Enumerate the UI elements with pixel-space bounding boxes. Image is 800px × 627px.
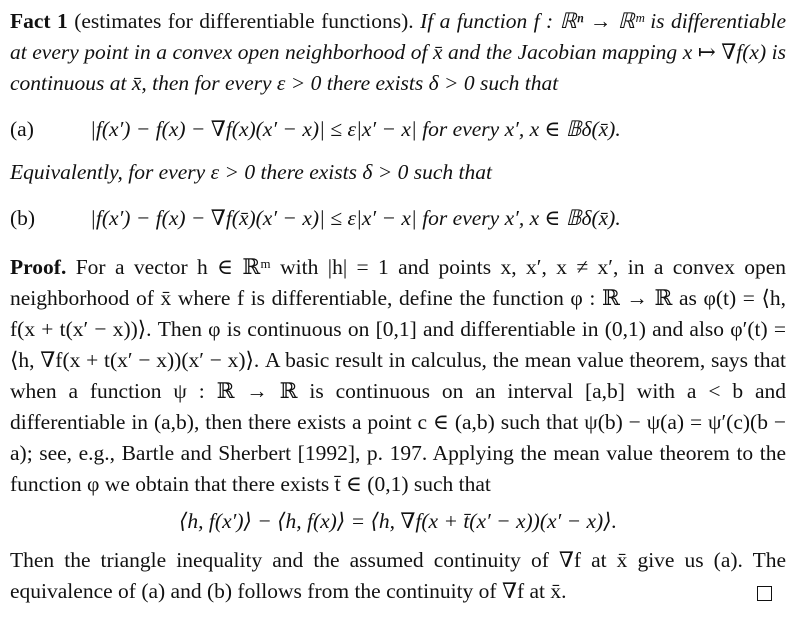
equation-b xyxy=(10,198,786,242)
proof-closing xyxy=(10,545,786,607)
equation-b-tag: (b) xyxy=(10,206,36,230)
proof-closing-text: Then the triangle inequality and the assumed continuity of ∇f at x̄ give us (a). The equivalence of (a) and (b) follows from the continuity of ∇f at x̄. xyxy=(10,548,786,603)
equivalently-text: Equivalently, for every ε > 0 there exists δ > 0 such that xyxy=(10,160,492,184)
display-equation: ⟨h, f(x′)⟩ − ⟨h, f(x)⟩ = ⟨h, ∇f(x + t̄(x′ − x))(x′ − x)⟩. xyxy=(179,509,617,533)
equation-a xyxy=(10,109,786,153)
proof-text: For a vector h ∈ ℝᵐ with |h| = 1 and points x, x′, x ≠ x′, in a convex open neighborhood of x̄ where f is differentiable, define the function φ : ℝ → ℝ as φ(t) = ⟨h, f(x + t(x′ − x))⟩. Then φ is continuous on [0,1] and differentiable in (0,1) and also φ′(t) = ⟨h, ∇f(x + t(x′ − x))(x′ − x)⟩. A basic result in calculus, the mean value theorem, says that when a function ψ : ℝ → ℝ is continuous on an interval [a,b] with a < b and differentiable in (a,b), then there exists a point c ∈ (a,b) such that ψ(b) − ψ(a) = ψ′(c)(b − a); see, e.g., Bartle and Sherbert [1992], p. 197. Applying the mean value theorem to the function φ we obtain that there exists t̄ ∈ (0,1) such that xyxy=(10,255,787,496)
proof-block xyxy=(10,252,786,607)
fact-label: Fact 1 xyxy=(10,9,68,33)
fact-qualifier: (estimates for differentiable functions). xyxy=(74,9,414,33)
equation-a-formula: |f(x′) − f(x) − ∇f(x)(x′ − x)| ≤ ε|x′ − x| for every x′, x ∈ 𝔹δ(x̄). xyxy=(90,117,621,141)
fact-text: If a function f : ℝⁿ → ℝᵐ is differentiable at every point in a convex open neighborhood of x̄ and the Jacobian mapping x ↦ ∇f(x) is continuous at x̄, then for every ε > 0 there exists δ > 0 such that xyxy=(10,9,786,95)
equation-a-tag: (a) xyxy=(10,117,34,141)
proof-label: Proof. xyxy=(10,255,67,279)
document-page xyxy=(10,6,786,607)
fact-statement xyxy=(10,6,786,99)
equation-b-formula: |f(x′) − f(x) − ∇f(x̄)(x′ − x)| ≤ ε|x′ − x| for every x′, x ∈ 𝔹δ(x̄). xyxy=(90,206,621,230)
proof-paragraph xyxy=(10,252,786,500)
qed-box-icon xyxy=(757,586,772,601)
